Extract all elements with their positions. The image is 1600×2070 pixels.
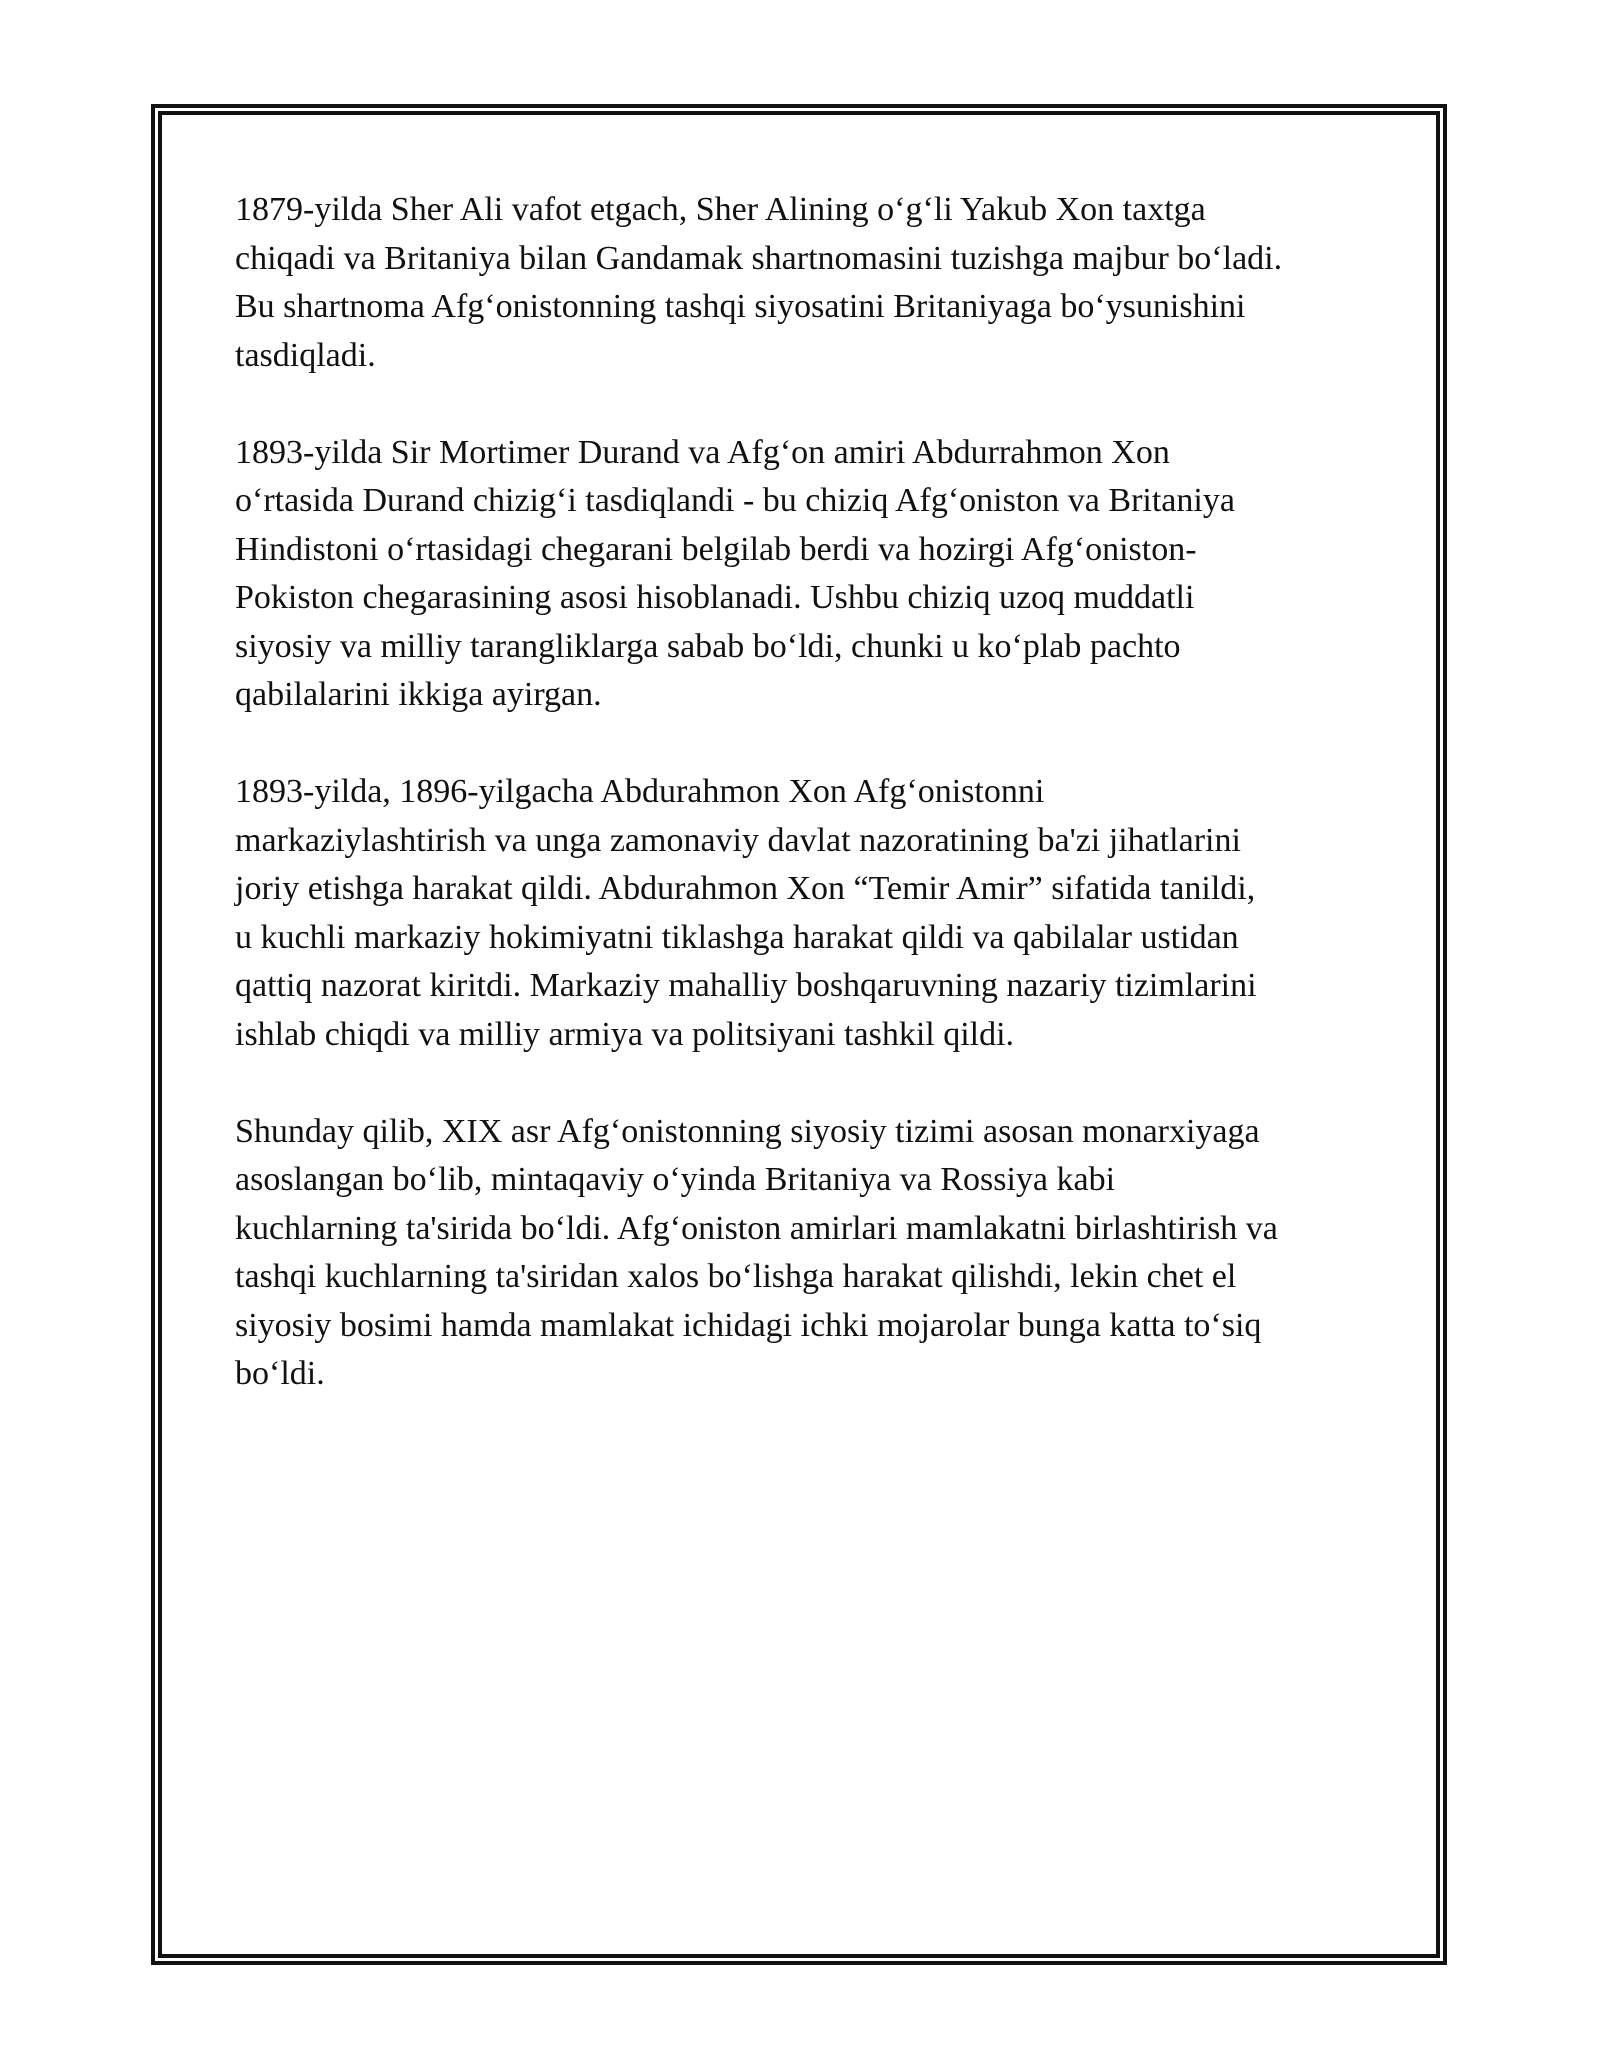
paragraph-4: Shunday qilib, XIX asr Afg‘onistonning siyosiy tizimi asosan monarxiyaga asoslangan bo‘lib, mintaqaviy o‘yinda Britaniya va Rossiya kabi kuchlarning ta'sirida bo‘ldi. Afg‘oniston amirlari mamlakatni birlashtirish va tashqi kuchlarning ta'siridan xalos bo‘lishga harakat qilishdi, lekin chet el siyosiy bosimi hamda mamlakat ichidagi ichki mojarolar bunga katta to‘siq bo‘ldi. (235, 1112, 1278, 1392)
document-body (235, 186, 1365, 1447)
paragraph-3: 1893-yilda, 1896-yilgacha Abdurahmon Xon Afg‘onistonni markaziylashtirish va unga zamonaviy davlat nazoratining ba'zi jihatlarini joriy etishga harakat qildi. Abdurahmon Xon “Temir Amir” sifatida tanildi, u kuchli markaziy hokimiyatni tiklashga harakat qildi va qabilalar ustidan qattiq nazorat kiritdi. Markaziy mahalliy boshqaruvning nazariy tizimlarini ishlab chiqdi va milliy armiya va politsiyani tashkil qildi. (235, 773, 1257, 1053)
paragraph-1: 1879-yilda Sher Ali vafot etgach, Sher Alining o‘g‘li Yakub Xon taxtga chiqadi va Britaniya bilan Gandamak shartnomasini tuzishga majbur bo‘ladi. Bu shartnoma Afg‘onistonning tashqi siyosatini Britaniyaga bo‘ysunishini tasdiqladi. (235, 191, 1283, 374)
paragraph-2: 1893-yilda Sir Mortimer Durand va Afg‘on amiri Abdurrahmon Xon o‘rtasida Durand chizig‘i tasdiqlandi - bu chiziq Afg‘oniston va Britaniya Hindistoni o‘rtasidagi chegarani belgilab berdi va hozirgi Afg‘oniston- Pokiston chegarasining asosi hisoblanadi. Ushbu chiziq uzoq muddatli siyosiy va milliy tarangliklarga sabab bo‘ldi, chunki u ko‘plab pachto qabilalarini ikkiga ayirgan. (235, 433, 1235, 713)
